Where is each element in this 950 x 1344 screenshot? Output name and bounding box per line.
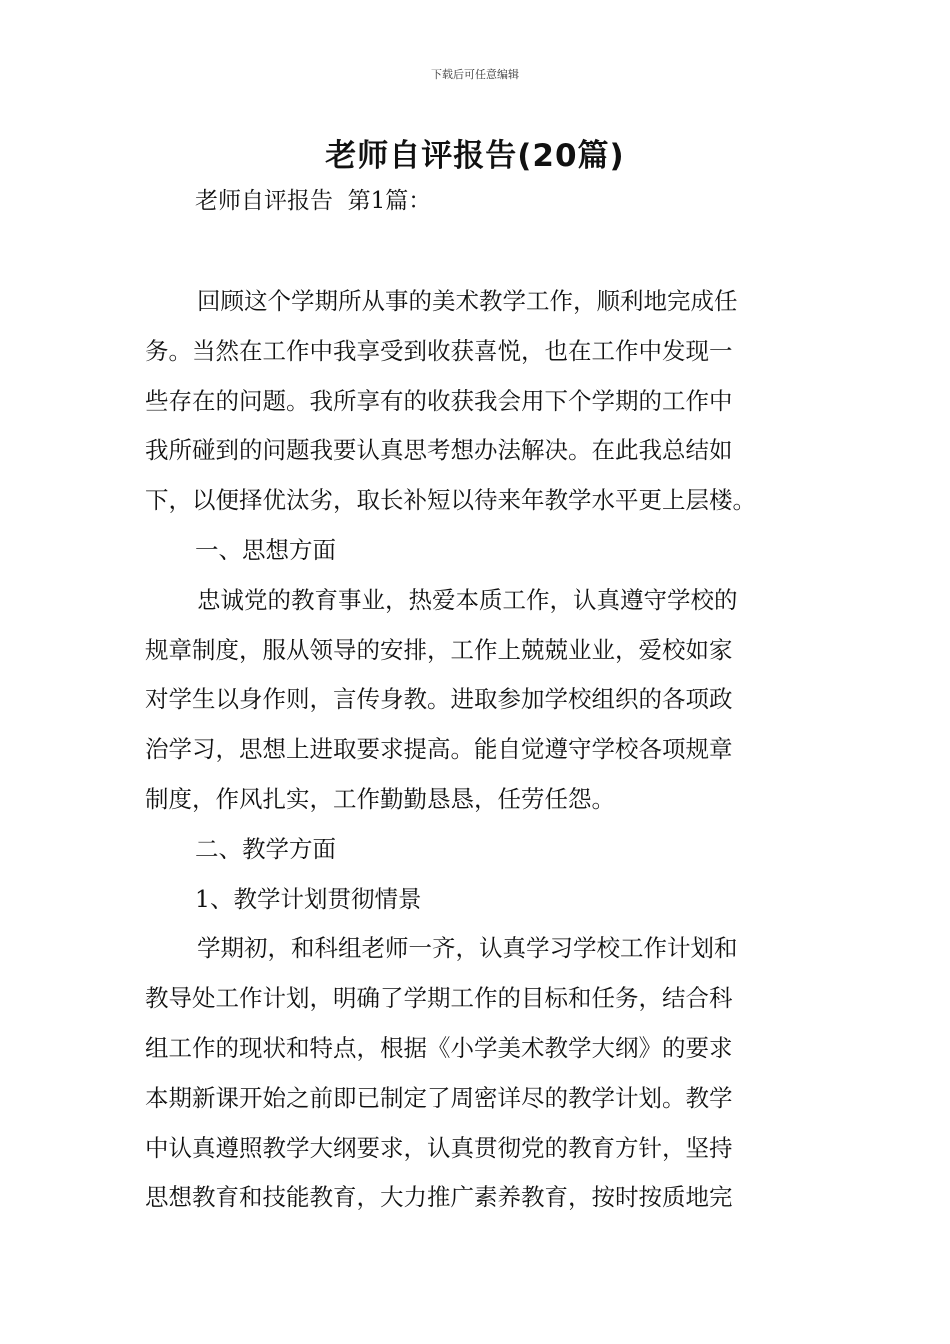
paragraph-line: 治学习，思想上进取要求提高。能自觉遵守学校各项规章	[145, 735, 733, 764]
document-subtitle: 老师自评报告 第1篇：	[195, 188, 432, 214]
paragraph-line: 些存在的问题。我所享有的收获我会用下个学期的工作中	[145, 386, 733, 415]
paragraph-line: 学期初，和科组老师一齐，认真学习学校工作计划和	[197, 934, 738, 963]
paragraph-line: 务。当然在工作中我享受到收获喜悦，也在工作中发现一	[145, 336, 733, 365]
paragraph-line: 教导处工作计划，明确了学期工作的目标和任务，结合科	[145, 984, 733, 1013]
section-heading: 一、思想方面	[195, 535, 336, 564]
paragraph-line: 忠诚党的教育事业，热爱本质工作，认真遵守学校的	[197, 585, 738, 614]
paragraph-line: 回顾这个学期所从事的美术教学工作，顺利地完成任	[197, 287, 738, 315]
document-title: 老师自评报告(20篇)	[325, 138, 625, 174]
paragraph-line: 对学生以身作则，言传身教。进取参加学校组织的各项政	[145, 685, 733, 714]
subsection-heading: 1、教学计划贯彻情景	[195, 884, 422, 913]
paragraph-line: 规章制度，服从领导的安排，工作上兢兢业业，爱校如家	[145, 635, 733, 664]
document-body	[145, 281, 810, 1227]
paragraph-line: 下，以便择优汰劣，取长补短以待来年教学水平更上层楼。	[145, 486, 756, 515]
paragraph-line: 组工作的现状和特点，根据《小学美术教学大纲》的要求	[145, 1033, 733, 1062]
paragraph-line: 制度，作风扎实，工作勤勤恳恳，任劳任怨。	[145, 784, 615, 813]
header-note: 下载后可任意编辑	[431, 68, 519, 81]
paragraph-line: 我所碰到的问题我要认真思考想办法解决。在此我总结如	[145, 436, 733, 465]
paragraph-line: 中认真遵照教学大纲要求，认真贯彻党的教育方针，坚持	[145, 1133, 733, 1162]
paragraph-line: 思想教育和技能教育，大力推广素养教育，按时按质地完	[145, 1183, 733, 1212]
paragraph-line: 本期新课开始之前即已制定了周密详尽的教学计划。教学	[145, 1083, 733, 1112]
section-heading: 二、教学方面	[195, 834, 336, 863]
